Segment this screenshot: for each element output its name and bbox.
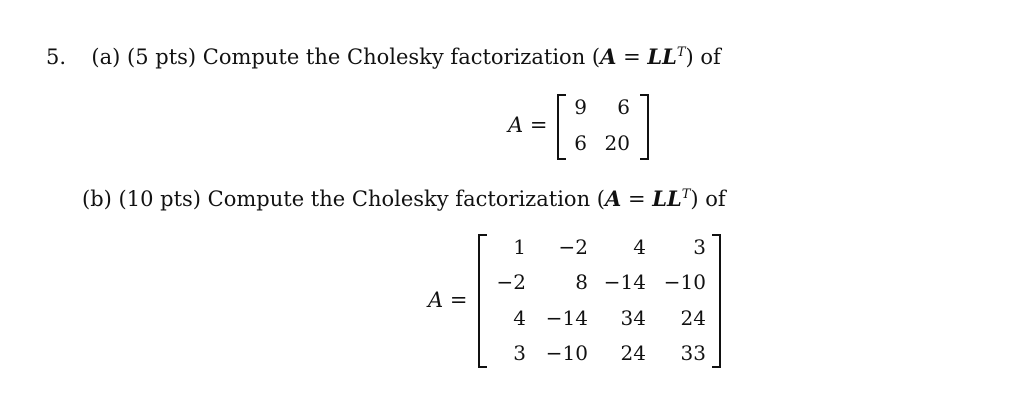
matrix-b-cell: −10 — [663, 270, 706, 294]
part-b-eq-eq: = — [621, 187, 653, 211]
part-a-heading — [46, 44, 721, 69]
part-b-text-after: ) of — [690, 187, 726, 211]
part-a-text-after: ) of — [685, 45, 721, 69]
part-a-text-before: Compute the Cholesky factorization ( — [202, 45, 601, 69]
part-b-points: (10 pts) — [118, 187, 201, 211]
matrix-b-cell: 4 — [513, 306, 526, 330]
part-b-eq-ll: LL — [652, 186, 682, 211]
matrix-a-cell: 9 — [574, 95, 587, 119]
matrix-a-cell: 20 — [604, 131, 630, 155]
part-a-points: (5 pts) — [127, 45, 197, 69]
matrix-b-cell: 34 — [620, 306, 646, 330]
matrix-b-cell: −14 — [545, 306, 588, 330]
matrix-b-cell: 8 — [575, 270, 588, 294]
matrix-a-cell: 6 — [617, 95, 630, 119]
part-b-right-bracket — [712, 234, 721, 368]
matrix-b-cell: 1 — [513, 235, 526, 259]
part-b-eq-t: T — [681, 187, 691, 202]
matrix-b-cell: 3 — [513, 341, 526, 365]
matrix-b-cell: −2 — [496, 270, 526, 294]
part-a-matrix-label: A = — [508, 113, 548, 137]
matrix-b-cell: 24 — [680, 306, 706, 330]
part-a-eq-ll: LL — [647, 44, 677, 69]
part-b-heading — [82, 186, 726, 211]
matrix-a-cell: 6 — [574, 131, 587, 155]
matrix-b-cell: −10 — [545, 341, 588, 365]
part-b-text-before: Compute the Cholesky factorization ( — [207, 187, 605, 211]
matrix-b-cell: 4 — [633, 235, 646, 259]
matrix-b-cell: 3 — [693, 235, 706, 259]
matrix-b-cell: −14 — [603, 270, 646, 294]
part-a-right-bracket — [640, 94, 649, 160]
part-a-label: (a) — [91, 45, 121, 69]
part-a-eq-eq: = — [616, 45, 648, 69]
part-b-eq-a: A — [604, 186, 622, 211]
part-b-label: (b) — [82, 187, 112, 211]
matrix-b-cell: 33 — [680, 341, 706, 365]
part-a-eq-a: A — [600, 44, 617, 69]
part-a-eq-t: T — [676, 45, 686, 60]
part-b-matrix-label: A = — [428, 288, 468, 312]
part-b-left-bracket — [478, 234, 487, 368]
matrix-b-cell: −2 — [558, 235, 588, 259]
matrix-b-cell: 24 — [620, 341, 646, 365]
problem-number: 5. — [46, 45, 67, 69]
